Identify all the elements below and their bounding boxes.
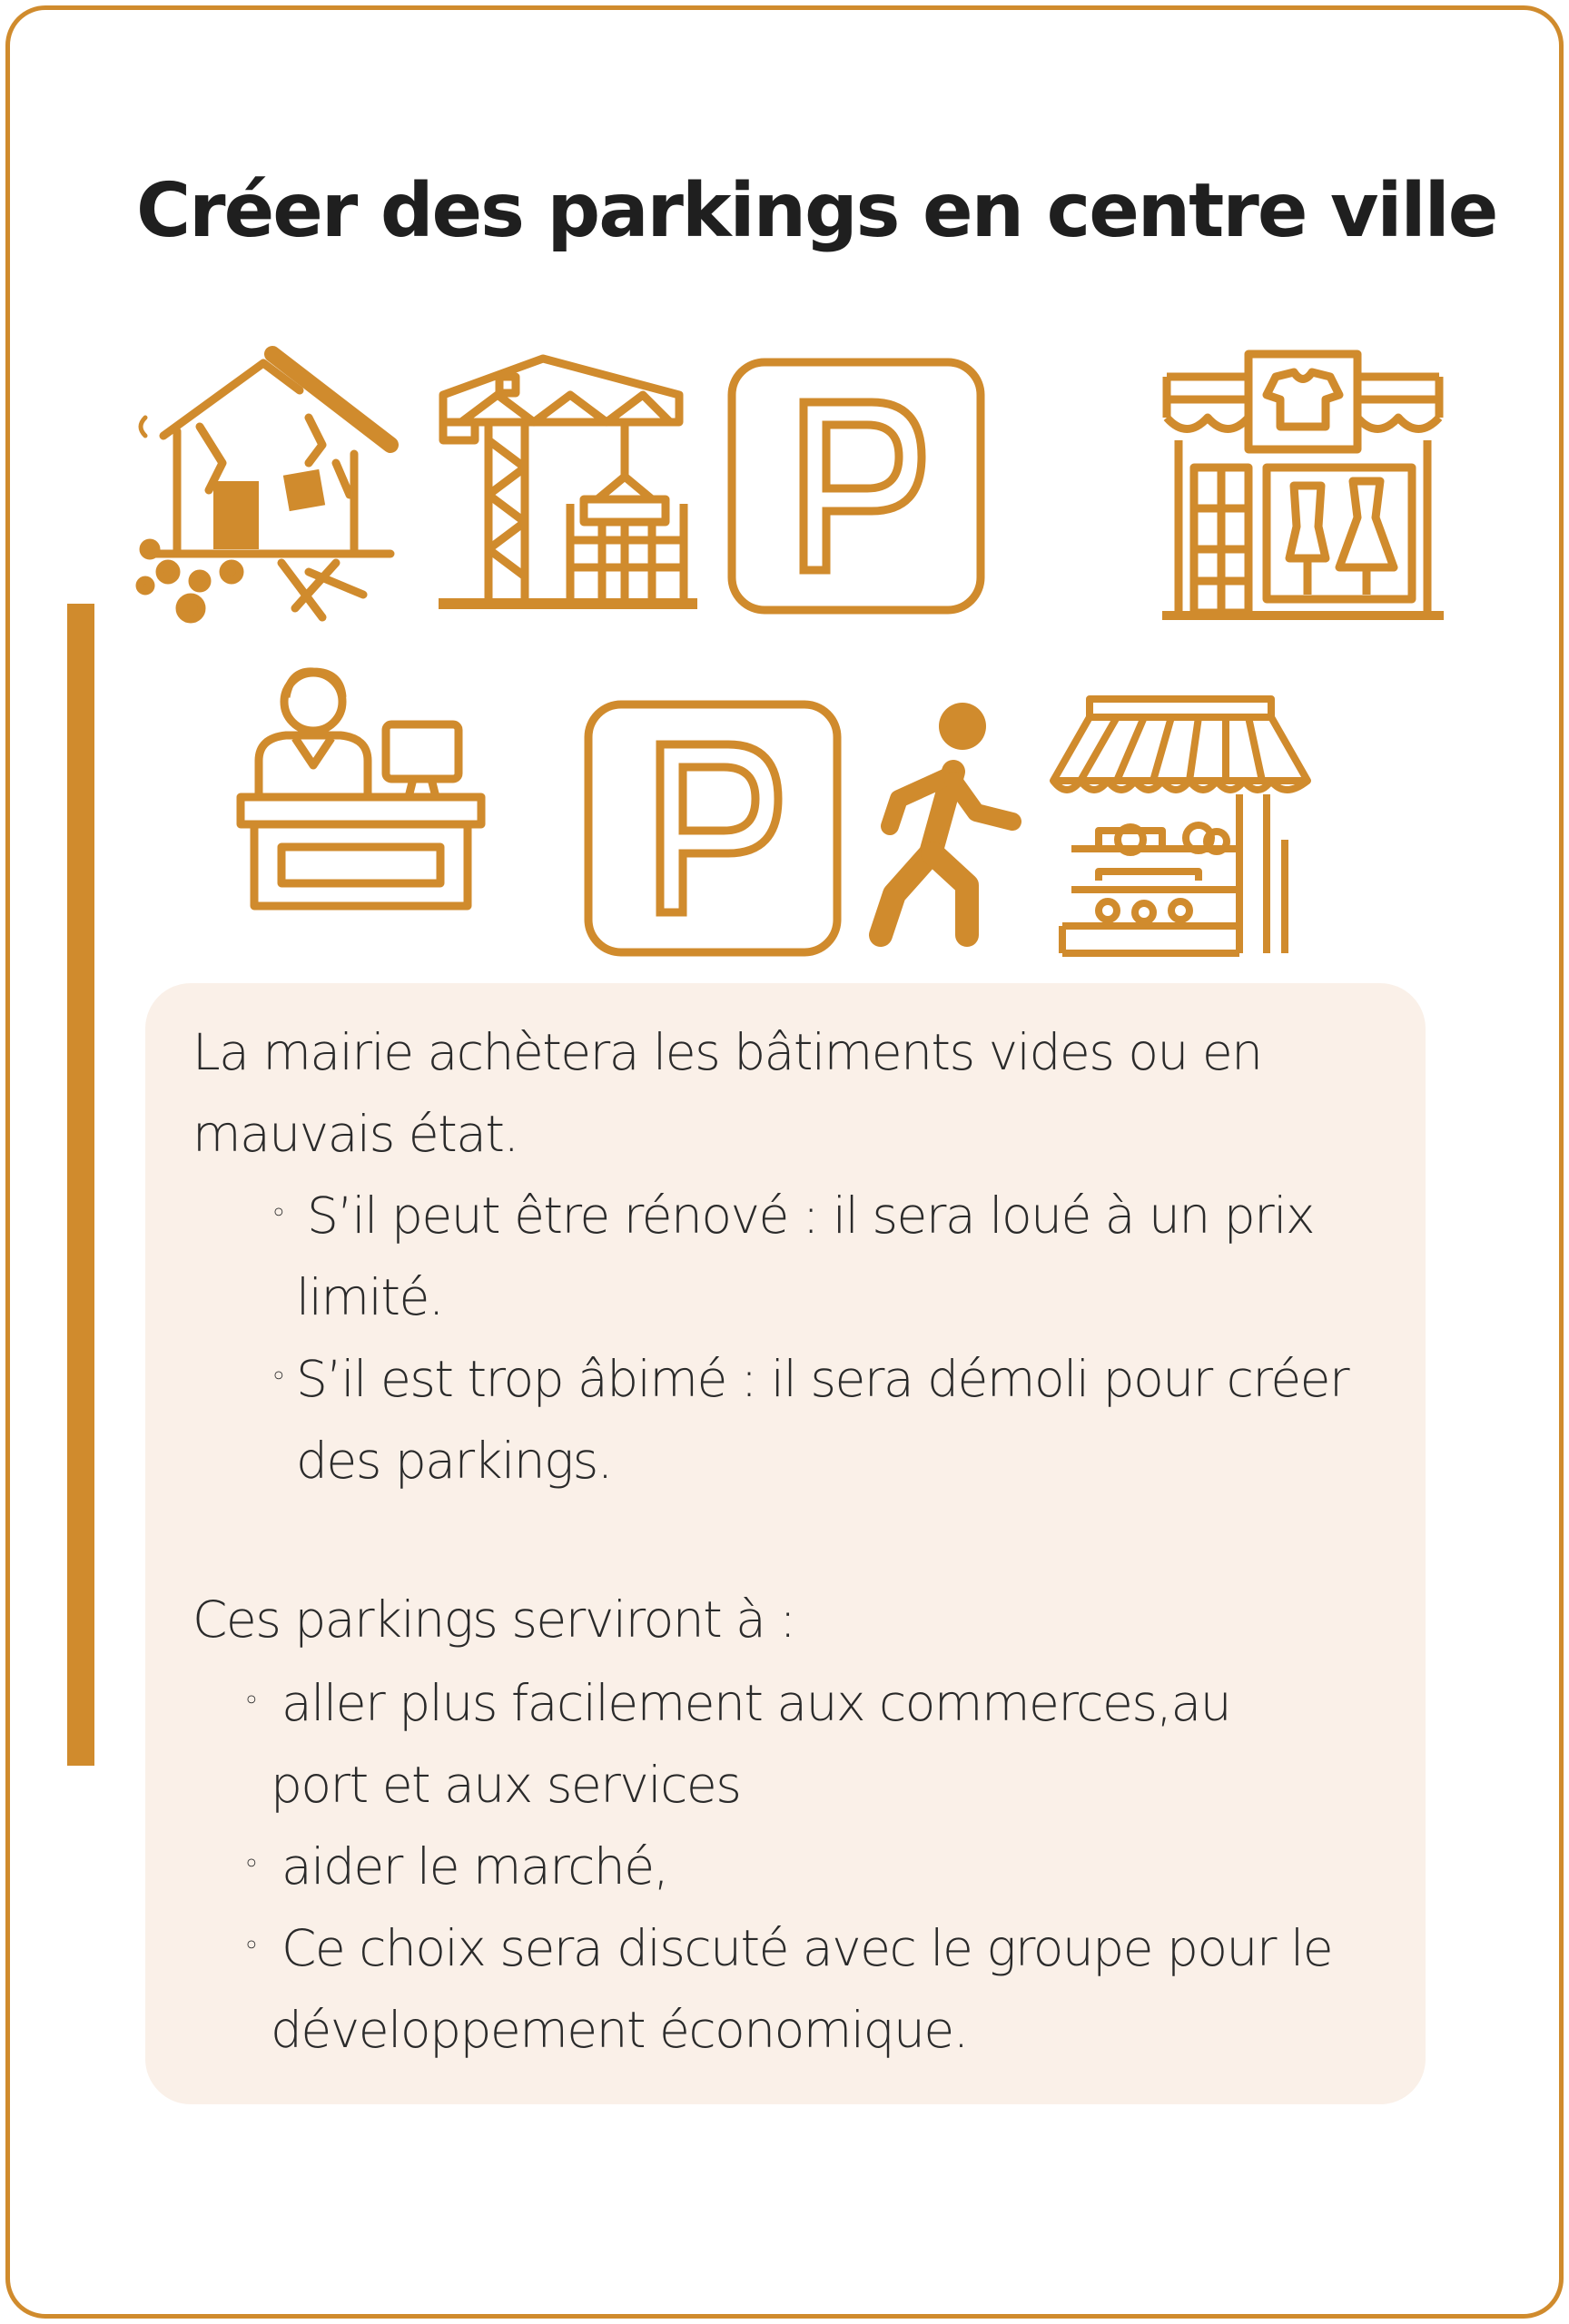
- purpose-line: aller plus facilement aux commerces,au: [281, 1674, 1231, 1732]
- bullet-icon: ◦: [271, 1361, 287, 1393]
- walking-person-icon: [867, 699, 1031, 953]
- purpose-intro: Ces parkings serviront à :: [192, 1590, 795, 1649]
- clothing-store-icon: [1162, 350, 1444, 622]
- bullet-icon: ◦: [243, 1685, 260, 1717]
- intro-line: mauvais état.: [192, 1105, 518, 1163]
- accent-bar: [67, 604, 94, 1766]
- service-desk-icon: [236, 661, 486, 911]
- purpose-line: Ce choix sera discuté avec le groupe pour le: [281, 1919, 1333, 1977]
- market-stall-icon: [1044, 694, 1317, 958]
- parking-sign-icon: [726, 357, 986, 615]
- bullet-icon: ◦: [243, 1848, 260, 1880]
- page-title: Créer des parkings en centre ville: [136, 168, 1497, 254]
- purpose-line: développement économique.: [271, 2001, 968, 2059]
- parking-sign-icon: [583, 699, 843, 958]
- case-demolish-line: S’il est trop âbimé : il sera démoli pour créer: [296, 1350, 1349, 1408]
- damaged-house-icon: [127, 345, 400, 626]
- case-demolish-line: des parkings.: [296, 1432, 612, 1490]
- intro-line: La mairie achètera les bâtiments vides ou en: [192, 1023, 1262, 1081]
- bullet-icon: ◦: [243, 1930, 260, 1962]
- purpose-line: aider le marché,: [281, 1837, 668, 1896]
- construction-crane-icon: [434, 350, 702, 613]
- case-renovate-line: S’il peut être rénové : il sera loué à un prix: [307, 1187, 1315, 1245]
- purpose-line: port et aux services: [271, 1756, 741, 1814]
- bullet-icon: ◦: [271, 1197, 287, 1229]
- case-renovate-line: limité.: [296, 1268, 443, 1326]
